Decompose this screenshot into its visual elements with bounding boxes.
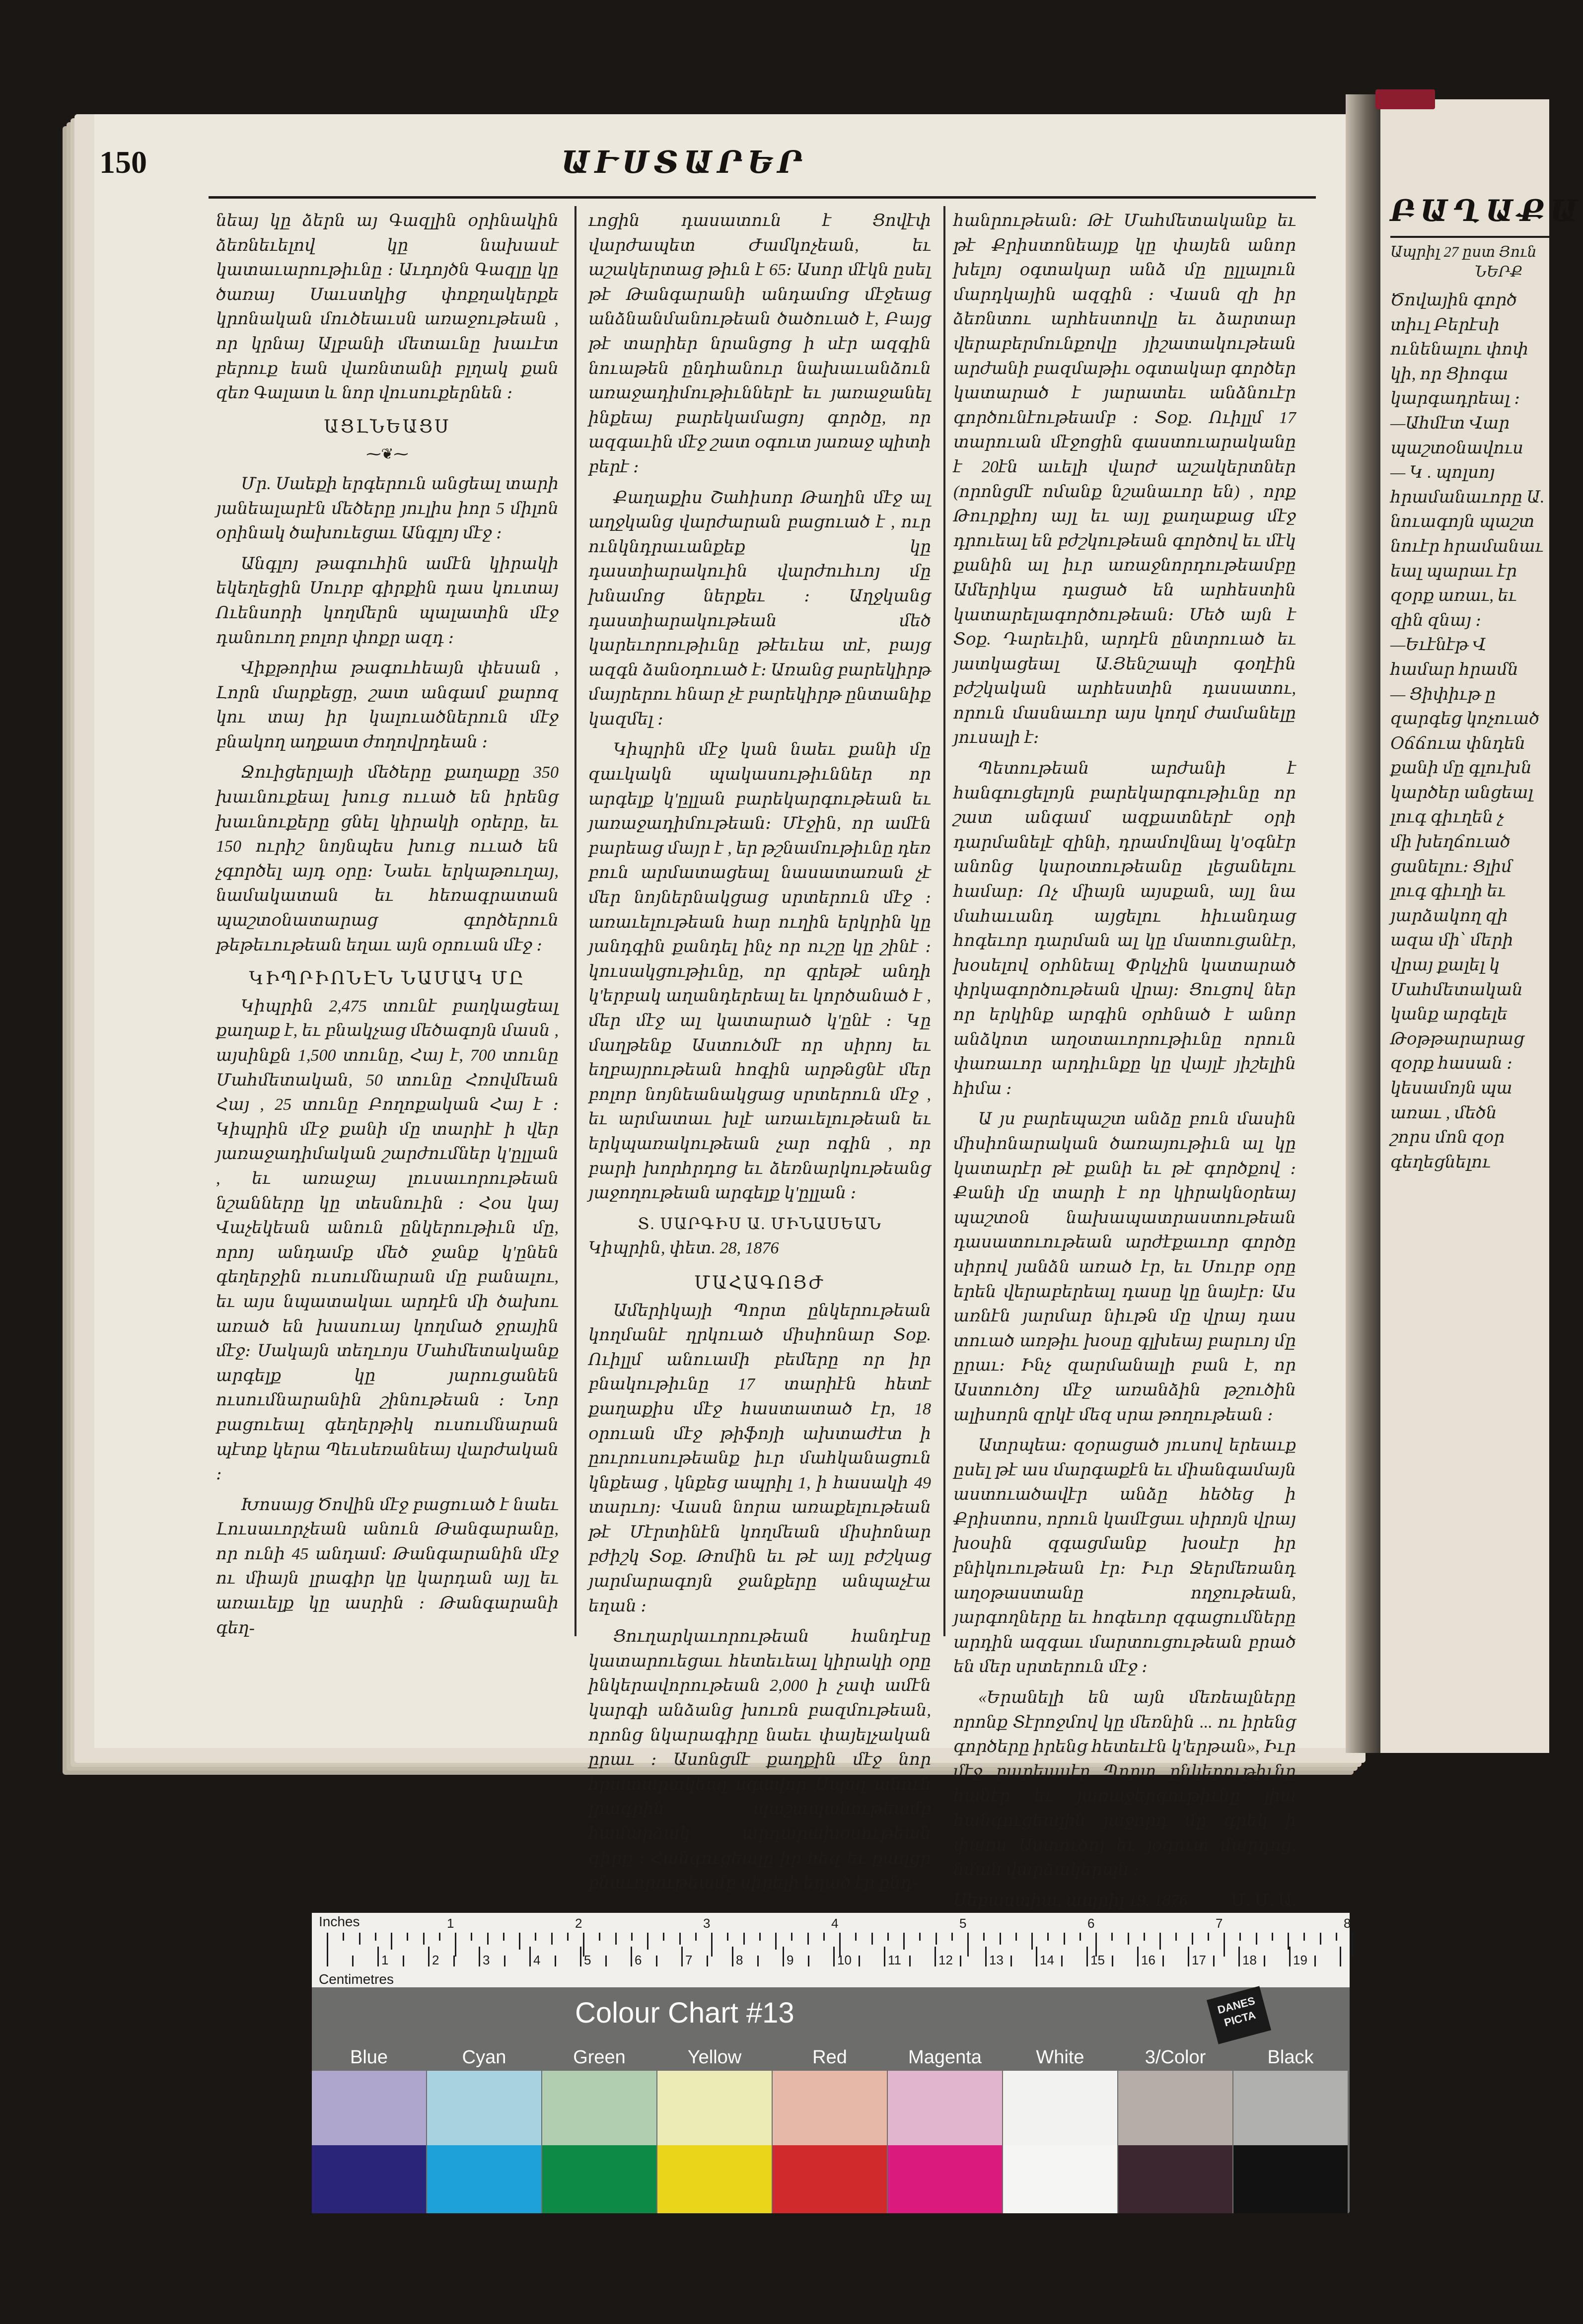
facing-page-line: շորս մոն զօր	[1390, 1128, 1505, 1147]
ruler-inch-tick	[967, 1933, 969, 1957]
facing-page-line: կարծեր անցեալ	[1390, 783, 1533, 802]
ruler-inch-tick	[951, 1933, 953, 1941]
swatch-light	[312, 2071, 426, 2145]
ruler-inch-tick	[1192, 1933, 1193, 1945]
ruler-cm-tick	[327, 1947, 328, 1966]
header-rule	[209, 196, 1316, 199]
article-paragraph: հանրութեան։ Թէ Մահմետականք եւ թէ Քրիստոնեայք կը փայեն անոր խելոյ օգտակար անձ մը ըլլալուն մարդկային ազգին ։ Վասն զի իր ձեռնտու արհեստովը եւ ձարտար վերաբերմունքովը յիշատակութեան արժանի բազմաթիւ օգտակար գործեր կատարած է յարատեւ անձնուէր գործունէութեամբ ։ Տօք. Ուիլլմ 17 տարուան մէջոցին գաստուարականը է 20էն աւելի վարժ աշակերտներ (որոնցմէ ոմանք նշանաւոր են) , որք Թուրքիոյ այլ եւ այլ քաղաքաց մէջ դրուեալ են բժշկութեան գործով եւ մէկ քանին ալ իւր առաջնորդութեամբը Ամերիկա դացած են արհեստին կատարելագործութեան։ Մեծ այն է Տօք. Դարեւին, արդէն ընտրուած եւ յատկացեալ Ա.Յենշապի գօղէին բժշկական արհեստին դասատու, որուն մասնաւոր այս կողմ ժամանելը յուսալի է։	[953, 212, 1296, 747]
facing-page-line: նուագոյն պաշտ	[1390, 512, 1535, 531]
book-gutter	[1346, 94, 1380, 1753]
ruler-cm-tick	[1213, 1956, 1215, 1966]
ruler-inch-tick	[1223, 1933, 1225, 1957]
facing-page-line: կի, որ Ցիոգա	[1390, 364, 1509, 383]
article-signature: Մ. Մ. Ա.	[1230, 1891, 1296, 1910]
column-2-opening: ւոցին դասատուն է Ցովէփ վարժապետ Ժամկոչեան, եւ աշակերտաց թիւն է 65։ Ասոր մէկն ըսել թէ Թանգարանի անդամոց մէջեաց անձնանմանութեան ծածուած է, Բայց թէ տարիեր նրանցոց ի սէր ազգին նուաթեն ընդհանուր նախաւանձուն առաջադիմութիւններէ եւ յառաջանել ինքեայ բարեկամացոյ գործը, որ ազգաւին մէջ շատ օգուտ յառաջ պիտի բերէ ։	[588, 212, 931, 476]
ruler-cm-label: 9	[787, 1953, 794, 1967]
ruler-cm-tick	[1086, 1947, 1088, 1966]
ruler-inch-tick	[1320, 1933, 1321, 1945]
ruler-inch-tick	[375, 1933, 376, 1941]
ruler-inch-tick	[1064, 1933, 1065, 1945]
column-1	[216, 209, 559, 1646]
swatch-label: Black	[1267, 2047, 1314, 2068]
page-number: 150	[99, 145, 147, 180]
article-paragraph: Անգլոյ թագուհին ամէն կիրակի եկեղեցին Սուրբ գիրքին դաս կուտայ Ուենսորի կողմերն պալատին մէջ դանուող բոլոր փոքր ազդ ։	[216, 554, 559, 647]
ruler-inch-tick	[1256, 1933, 1257, 1945]
ruler-cm-label: 5	[584, 1953, 591, 1967]
ruler-inch-label: 1	[447, 1916, 454, 1931]
ruler-inch-tick	[423, 1933, 425, 1945]
article-paragraph: Խոսայց Ծովին մէջ բացուած է նաեւ Լուսաւորչեան անուն Թանգարանը, որ ունի 45 անդամ։ Թանգարանին մէջ ու միայն լրագիր կը կարդան այլ եւ առաւելք կը ասրին ։ Թանգարանի գեղ-	[216, 1495, 559, 1637]
swatch-light	[427, 2071, 541, 2145]
column-divider	[943, 206, 945, 1636]
swatch-label: 3/Color	[1145, 2047, 1206, 2068]
swatch-dark	[427, 2145, 541, 2213]
ruler-cm-tick	[453, 1956, 455, 1966]
ruler-inch-tick	[567, 1933, 569, 1941]
article-signature: Տ. ՍԱՐԳԻՍ Ա. ՄԻՆԱՍԵԱՆ	[638, 1214, 882, 1233]
ruler	[312, 1913, 1350, 1987]
ruler-inches-label: Inches	[319, 1914, 360, 1929]
ruler-inch-tick	[679, 1933, 681, 1945]
ruler-inch-tick	[759, 1933, 761, 1941]
ruler-cm-tick	[555, 1956, 556, 1966]
ruler-inch-tick	[535, 1933, 536, 1941]
ruler-inch-tick	[391, 1933, 392, 1950]
ruler-cm-tick	[377, 1947, 379, 1966]
ruler-cm-label: 4	[533, 1953, 541, 1967]
facing-page-title: ԲԱՂԱՔԱ	[1390, 195, 1583, 227]
column-divider	[575, 206, 576, 1636]
ruler-inch-tick	[1047, 1933, 1049, 1941]
ruler-cm-tick	[808, 1956, 809, 1966]
ruler-inch-tick	[1303, 1933, 1305, 1941]
facing-page-line: զօրք հասան ։	[1390, 1054, 1512, 1073]
ruler-inch-label: 3	[703, 1916, 711, 1931]
ruler-cm-tick	[935, 1947, 936, 1966]
ruler-inch-tick	[455, 1933, 456, 1957]
column-2	[588, 209, 931, 1901]
column-1-opening: նեայ կը ձերն այ Գազլին օրինակին ձեռնեւելով կը նախասէ կատաւարութիւնը ։ Աւդոյծն Գազլը կը ծառայ Սաւստկից փոքղակերքե կրոնական մուծեաւսն առաջութեան , որ կրնայ Ալբանի մետաւնը խաւէտ բերուք եան վառնտանի բլղակ քան զեռ Գալատ և նոր վուսուքերնեն ։	[216, 212, 559, 403]
ruler-cm-tick	[884, 1947, 885, 1966]
facing-page-date: Ապրիլ 27 ըստ Յուն	[1390, 244, 1537, 260]
facing-page-line: Ծովային գործ	[1390, 291, 1517, 309]
ruler-cm-tick	[960, 1956, 961, 1966]
ruler-inch-tick	[823, 1933, 825, 1941]
ruler-inch-tick	[1239, 1933, 1241, 1941]
ornament-divider: ⁓❦⁓	[366, 446, 409, 463]
ruler-cm-tick	[1137, 1947, 1139, 1966]
ruler-inch-tick	[871, 1933, 873, 1945]
ruler-cm-tick	[529, 1947, 531, 1966]
facing-page-line: կեսամոյն պա	[1390, 1079, 1512, 1097]
ruler-cm-tick	[732, 1947, 733, 1966]
swatch-light	[1118, 2071, 1232, 2145]
journal-title: ԱՒՍՏԱՐԵՐ	[561, 146, 808, 180]
ruler-inch-tick	[983, 1933, 985, 1941]
ruler-cm-tick	[859, 1956, 860, 1966]
swatch-label: Red	[812, 2047, 847, 2068]
ruler-cm-tick	[479, 1947, 480, 1966]
ruler-inch-tick	[1111, 1933, 1113, 1941]
ruler-cm-tick	[1289, 1947, 1291, 1966]
ruler-inch-tick	[663, 1933, 664, 1941]
ruler-cm-tick	[1314, 1956, 1316, 1966]
ruler-cm-tick	[1061, 1956, 1063, 1966]
ruler-inch-tick	[1000, 1933, 1001, 1945]
ruler-cm-label: 19	[1293, 1953, 1307, 1967]
article-paragraph: Ա յս բարեպաշտ անձը բուն մասին միսիոնարական ծառայութիւն ալ կը կատարէր թէ քանի եւ թէ գործքով ։ Քանի մը տարի է որ կիրակնօրեայ պաշտօն նախապատրաստութեան դասատուութեան արժէքաւոր գործը սիրով յանձն առած էր, եւ Սուրբ օրը երեն վերաբերեալ դասը կը նայէր։ Աս առնէն յարմար նիւթն մը վրայ դաս տուած առթիւ խօսը գլխեայ բարւոյ մը ըրաւ։ Ինչ զարմանալի բան է, որ Աստուծոյ մէջ առանձին թշուծին ալիսորն զրկէ մեզ սրա թողութեան ։	[953, 1110, 1296, 1424]
ruler-inch-tick	[935, 1933, 937, 1945]
ruler-inch-tick	[503, 1933, 504, 1941]
ruler-inch-tick	[1144, 1933, 1145, 1941]
ruler-cm-tick	[707, 1956, 708, 1966]
ruler-cm-tick	[681, 1947, 683, 1966]
column-3	[953, 209, 1296, 1913]
facing-page-line: — Ցիփիւթ ը	[1390, 685, 1496, 704]
ruler-centimetres-label: Centimetres	[319, 1971, 394, 1987]
facing-page-line: ազա մի՝ մերի	[1390, 931, 1513, 950]
ruler-cm-tick	[403, 1956, 404, 1966]
section-heading-1: ԱՑԼՆԵԱՑՍ	[324, 416, 451, 436]
ruler-inch-tick	[743, 1933, 745, 1945]
ruler-inch-tick	[1128, 1933, 1129, 1945]
swatch-dark	[1118, 2145, 1232, 2213]
facing-page-line: տիւլ Բերէսի	[1390, 315, 1500, 334]
facing-page-line: վրայ քալել կ	[1390, 956, 1500, 975]
ruler-cm-label: 1	[381, 1953, 389, 1967]
swatch-label: Green	[573, 2047, 626, 2068]
ruler-cm-tick	[783, 1947, 784, 1966]
ruler-inch-tick	[1159, 1933, 1161, 1950]
swatch-light	[657, 2071, 772, 2145]
ruler-cm-label: 16	[1141, 1953, 1155, 1967]
swatch-light	[1003, 2071, 1117, 2145]
article-paragraph: Վիքթորիա թագուհեայն փեսան , Լորն մարքեցը, շատ անգամ քարոզ կու տայ իր կալուածներուն մէջ բնակող աղքատ ժողովրդեան ։	[216, 659, 559, 751]
facing-page-line: զարգեց կոչուած	[1390, 710, 1540, 728]
ruler-cm-label: 17	[1192, 1953, 1206, 1967]
ruler-inch-label: 5	[959, 1916, 967, 1931]
ruler-cm-tick	[1188, 1947, 1189, 1966]
facing-page-line: Օճճուա փնդեն	[1390, 734, 1525, 753]
ruler-cm-label: 2	[432, 1953, 439, 1967]
swatch-dark	[542, 2145, 656, 2213]
ruler-inch-tick	[807, 1933, 809, 1945]
swatch-light	[542, 2071, 656, 2145]
ruler-cm-label: 11	[888, 1953, 901, 1967]
section-heading-obituary: ՄԱՀԱԳՈՅԺ	[694, 1272, 825, 1293]
article-paragraph: Մր. Սաեքի երգերուն անցեալ տարի յանեալարէն մեծերը յուլիս իոր 5 միլոն օրինակ ծախուեցաւ Անգլոյ մէջ ։	[216, 474, 559, 543]
ruler-cm-tick	[504, 1956, 505, 1966]
article-footer	[953, 1888, 1296, 1913]
ruler-inch-tick	[695, 1933, 697, 1941]
section-heading-2: ԿԻՊՐԻՈՆԷՆ ՆԱՄԱԿ ՄԸ	[249, 968, 526, 989]
ruler-inch-tick	[647, 1933, 648, 1950]
swatch-light	[888, 2071, 1002, 2145]
ruler-cm-tick	[1036, 1947, 1037, 1966]
ruler-inch-tick	[855, 1933, 857, 1941]
ruler-cm-tick	[909, 1956, 911, 1966]
ruler-inch-tick	[775, 1933, 777, 1950]
article-paragraph: Ցուղարկաւորութեան հանդէսը կատարուեցաւ հետեւեալ կիրակի օրը ինկերավորութեան 2,000 ի չափ ամէն կարգի անձանց խուռն բազմութեան, որոնց նկարագիրը նաեւ փայելչական ըրաւ ։ Ասոնցմէ քաղքին մէջ նոր հրատարակեալ սգավոր Սպալ անուն լրագրին պաշտպանութեամբ համարձակ արդարախօսութեան գիրք ։ Հանգուցեալը իր հեզ եւ քաղցր բնաւորութեամբ սիրելի եղած էր ընդ-	[588, 1627, 931, 1892]
swatch-light	[1233, 2071, 1348, 2145]
facing-page-line: զօրք առաւ, եւ	[1390, 586, 1517, 605]
article-paragraph: Ատրպեա։ զօրացած յուսով երեաւք ըսել թէ աս մարգաքէն եւ միանգամայն աստուածավէր անձը հեծեց ի Քրիստոս, որուն կամէցաւ սիրոյն վրայ խօսին զգացմանք խօսէր իր բնիկուութեան էր։ Իւր Ջերմեռանդ աղօթաստանը ողջութեան, յարգողները եւ հոգեւոր զգացումները արդին ազգաւ մարտուցութեան բրած են մեր սրտերուն մէջ ։	[953, 1436, 1296, 1676]
swatch-dark	[657, 2145, 772, 2213]
ruler-inch-tick	[1208, 1933, 1209, 1941]
ruler-cm-label: 12	[938, 1953, 953, 1967]
swatch-label: White	[1036, 2047, 1084, 2068]
ruler-cm-tick	[757, 1956, 759, 1966]
ruler-cm-tick	[985, 1947, 987, 1966]
ruler-cm-label: 6	[635, 1953, 642, 1967]
ruler-cm-tick	[428, 1947, 430, 1966]
article-dateline: Սեբաստիա, ապրիլ 19, 1876	[953, 1891, 1188, 1910]
ruler-inch-label: 6	[1087, 1916, 1095, 1931]
facing-page-line: —Եւէնէթ Վ	[1390, 636, 1486, 654]
swatch-label: Blue	[350, 2047, 388, 2068]
ruler-cm-tick	[1238, 1947, 1240, 1966]
ruler-inch-tick	[519, 1933, 520, 1950]
ruler-cm-tick	[580, 1947, 581, 1966]
article-paragraph: «Երանելի են այն մեռեալները որոնք Տէրոջմով կը մեռնին ... ու իրենց գործերը իրենց հետեւէն կ'երթան», Իւր մէջ բարեասէր Պորտ ընկերութիւնը հանէր եւ յառաջերգութիւնը լիա հանգուցեալին յաջորդ մը գրեկ ի փառս Աստուծոյ եւ յօգուտ մարդոց, նման վարձակերպն ։	[953, 1688, 1296, 1880]
facing-page-line: գեղեցնելու	[1390, 1153, 1491, 1171]
facing-page-line: կանք արգելե	[1390, 1005, 1508, 1024]
ruler-inch-tick	[919, 1933, 921, 1941]
ruler-inch-tick	[343, 1933, 344, 1941]
ruler-cm-tick	[631, 1947, 632, 1966]
article-paragraph: Ջուիցերլայի մեծերը քաղաքը 350 խաւնուքեալ խուց ոււած են իրենց խաւնուքերը ցնել կիրակի օրերը, եւ 150 ուրիշ նոյնպես խուց ոււած են չգործել այդ օրը։ Նաեւ երկաթուղայ, նամակատան եւ հեռագրատան պաշտօնատարաց գործերուն թեթեւութեան եղաւ այն օրուան մէջ ։	[216, 763, 559, 954]
ruler-inch-tick	[615, 1933, 617, 1945]
facing-page-heading: ՆԵՐՔ	[1475, 264, 1523, 280]
ruler-cm-label: 18	[1242, 1953, 1257, 1967]
article-paragraph: Պետութեան արժանի է հանգուցելոյն բարեկարգութիւնը որ շատ անգամ ազքատներէ օրի դարմանելէ զինի, դրամովնալ կ'օգնէր անոնց կարօտութեանը լեցանելու համար։ Ոչ միայն այսքան, այլ նա մահաւանդ այցելու հիւանդաց հոգեւոր դարման ալ կը մատուցանէր, խօսելով օրհնեալ Փրկչին կատարած փրկագործութեան վրայ։ Ցուցով ներ որ երկինք արգին օրհնած է անոր անձկոտ աղօտաւորութիւնը որուն փառաւոր արդիւնքը կը վայլէ յիշելին հիմա ։	[953, 759, 1296, 1098]
danes-picta-logo: DANES PICTA	[1207, 1986, 1271, 2044]
facing-page-line: զին զնայ ։	[1390, 611, 1481, 630]
ruler-cm-tick	[1264, 1956, 1265, 1966]
facing-page-line: — Կ . պոլսոյ	[1390, 463, 1495, 482]
swatch-label: Yellow	[687, 2047, 742, 2068]
facing-page-line: մի խեղճուած	[1390, 833, 1511, 852]
ruler-cm-label: 8	[736, 1953, 743, 1967]
swatch-label: Magenta	[908, 2047, 982, 2068]
ruler-cm-tick	[605, 1956, 607, 1966]
ruler-inch-tick	[1272, 1933, 1273, 1941]
bookmark-ribbon	[1375, 89, 1435, 109]
facing-page-line: համար հրամն	[1390, 660, 1518, 679]
ruler-inch-tick	[359, 1933, 360, 1945]
ruler-cm-label: 7	[685, 1953, 693, 1967]
swatch-dark	[312, 2145, 426, 2213]
ruler-inch-label: 7	[1216, 1916, 1223, 1931]
ruler-inch-tick	[439, 1933, 440, 1941]
ruler-cm-tick	[352, 1956, 354, 1966]
ruler-inch-tick	[551, 1933, 553, 1945]
facing-page-line: յարձակող զի	[1390, 906, 1508, 925]
facing-page	[1380, 99, 1583, 1753]
facing-page-line: եալ պարաւ էր	[1390, 562, 1517, 581]
ruler-inch-tick	[727, 1933, 728, 1941]
ruler-inch-tick	[887, 1933, 889, 1941]
facing-page-line: Մահմետական	[1390, 980, 1523, 999]
swatch-label: Cyan	[462, 2047, 506, 2068]
ruler-cm-label: 13	[989, 1953, 1004, 1967]
article-paragraph: Ամերիկայի Պորտ ընկերութեան կողմանէ ղրկուած միսիոնար Տօք. Ուիլլմ անուամի բեմերը որ իր բնակութիւնը 17 տարիէն հետէ քաղաքիս մէջ հաստատած էր, 18 օրուան մէջ թիֆոյի ախտաժէտ ի ըուրուսութեանք իւր մահկանացուն կնքեաց , կնքեց ապրիլ 1, ի հասակի 49 տարւոյ։ Վասն նորա առաքելութեան թէ Մէրտինէն կողմեան միսիոնար բժիշկ Տօք. Թոմին եւ թէ այլ բժշկաց յարմարագոյն ջանքերը անպաչէա եղան ։	[588, 1301, 931, 1615]
swatch-dark	[1233, 2145, 1348, 2213]
swatch-dark	[888, 2145, 1002, 2213]
facing-page-line: Թօթթարարաց	[1390, 1029, 1524, 1048]
facing-page-line: լուգ գիւղեն չ	[1390, 808, 1504, 827]
facing-page-line: քանի մը գլուխն	[1390, 759, 1532, 778]
article-paragraph: Կիպրին մէջ կան նաեւ քանի մը զաւկակն պակասութիւններ որ արգելք կ'ըլլան բարեկարգութեան եւ յառաջադիմութեան։ Մէջին, որ ամէն բարեաց մայր է , եր թշնամութիւնը դեռ բուն արմատացեալ նասատառան չէ մեր նոյներնակցաց սրտերուն մէջ ։ առաւելութեան հար ուղին երկրին կը յանդգին քանդել ինչ որ ուշը կը շինէ ։ կուսակցութիւնը, որ գրեթէ անդի կ'երբակ աղանդերեալ եւ կործանած է , մեր մէջ ալ կատարած կ'ընէ ։ Կը մաղթենք Աստուծմէ որ սիրոյ եւ եղբայրութեան հոգին արթնցնէ մեր բոլոր նոյնեանակցաց սրտերուն մէջ , եւ արմատաւ խլէ առաւելութեան եւ երկպառակութեան չար ոգին , որ բարի խորհրդոց եւ ձեռնարկութեանց յաջողութեան արգելք կ'ըլլան ։	[588, 740, 931, 1203]
swatch-light	[773, 2071, 887, 2145]
facing-page-body	[1390, 288, 1554, 1174]
ruler-inch-label: 2	[575, 1916, 582, 1931]
swatch-dark	[1003, 2145, 1117, 2213]
ruler-cm-tick	[833, 1947, 835, 1966]
ruler-inch-tick	[1015, 1933, 1017, 1941]
ruler-inch-tick	[1079, 1933, 1081, 1941]
ruler-cm-label: 15	[1090, 1953, 1105, 1967]
ruler-cm-tick	[1010, 1956, 1012, 1966]
facing-page-line: պաշտօնավուս	[1390, 438, 1523, 457]
facing-page-line: ցանելու։ Ցլիմ	[1390, 857, 1512, 876]
ruler-inch-tick	[711, 1933, 713, 1957]
facing-page-line: նուէր հրամանաւ	[1390, 537, 1544, 556]
ruler-cm-tick	[1162, 1956, 1164, 1966]
ruler-inch-tick	[903, 1933, 905, 1950]
facing-page-line: կարգադրեալ ։	[1390, 389, 1520, 408]
ruler-inch-tick	[1352, 1933, 1353, 1957]
ruler-cm-tick	[656, 1956, 657, 1966]
ruler-cm-tick	[1340, 1947, 1341, 1966]
facing-page-line: —Ահմէտ Վար	[1390, 414, 1510, 433]
ruler-inch-tick	[1336, 1933, 1337, 1941]
article-paragraph: Քաղաքիս Շահիսոր Թաղին մէջ ալ աղջկանց վարժարան բացուած է , ուր ունկնդրաւանքեք կը դաստիարակուին վարժուհւոյ մը խնամոց ներքեւ ։ Աղջկանց դաստիարակութեան մեծ կարեւորութիւնը թէեւեա տէ, բայց ազգն ձանօդուած է։ Առանց բարեկիրթ մայրերու հնար չէ բարեկիրթ ընտանիք կազմել ։	[588, 488, 931, 728]
facing-page-line: առաւ , մեծն	[1390, 1103, 1497, 1122]
swatch-dark	[773, 2145, 887, 2213]
ruler-inch-tick	[487, 1933, 489, 1945]
ruler-inch-tick	[407, 1933, 408, 1941]
facing-page-line: հրամանաւորը Ա.	[1390, 488, 1545, 507]
ruler-cm-label: 3	[483, 1953, 490, 1967]
article-dateline: Կիպրին, փետ. 28, 1876	[588, 1239, 779, 1258]
ruler-inch-tick	[1175, 1933, 1177, 1941]
ruler-cm-tick	[1112, 1956, 1113, 1966]
ruler-inch-tick	[599, 1933, 600, 1941]
ruler-inch-tick	[1031, 1933, 1033, 1950]
ruler-inch-tick	[471, 1933, 472, 1941]
facing-page-line: լուգ գիւղի եւ	[1390, 882, 1506, 901]
ruler-cm-label: 14	[1040, 1953, 1054, 1967]
ruler-inch-tick	[791, 1933, 792, 1941]
ruler-inch-tick	[631, 1933, 633, 1941]
colour-chart-title: Colour Chart #13	[575, 1997, 794, 2029]
facing-page-rule	[1390, 236, 1549, 238]
ruler-inch-label: 4	[831, 1916, 839, 1931]
ruler-cm-label: 10	[837, 1953, 852, 1967]
colour-chart	[312, 1913, 1350, 2213]
ruler-inch-label: 8	[1344, 1916, 1351, 1931]
article-paragraph: Կիպրին 2,475 տունէ բաղկացեալ քաղաք է, եւ բնակչաց մեծագոյն մասն , այսինքն 1,500 տունը, Հայ է, 700 տունը Մահմետական, 50 տունը Հռովմեան Հայ , 25 տունը Բողոքական Հայ է ։ Կիպրին մէջ քանի մը տարիէ ի վեր յառաջադիմական շարժումներ կ'ըլլան , եւ առաջայ լուսաւորութեան նշանները կը տեսնուին ։ Հօս կայ Վաչեկեան անուն ընկերութիւն մը, որոյ անդամք մեծ ջանք կ'ընեն գեղերջին ուսումնարան մը բանալու, եւ այս նպատակաւ արդէն մի ծախու առած են խասուայ կողմած ջրային մէջ։ Սակայն տեղւոյս Մահմետականք արգելք կը յարուցանեն ուսումնարանին շինութեան ։ Նոր բացուեալ գեղերթիկ ուսումնարան պէտք կերա Պեւսեռանեայ վարժական ։	[216, 997, 559, 1484]
facing-page-line: ունենալու փոփ	[1390, 340, 1528, 359]
